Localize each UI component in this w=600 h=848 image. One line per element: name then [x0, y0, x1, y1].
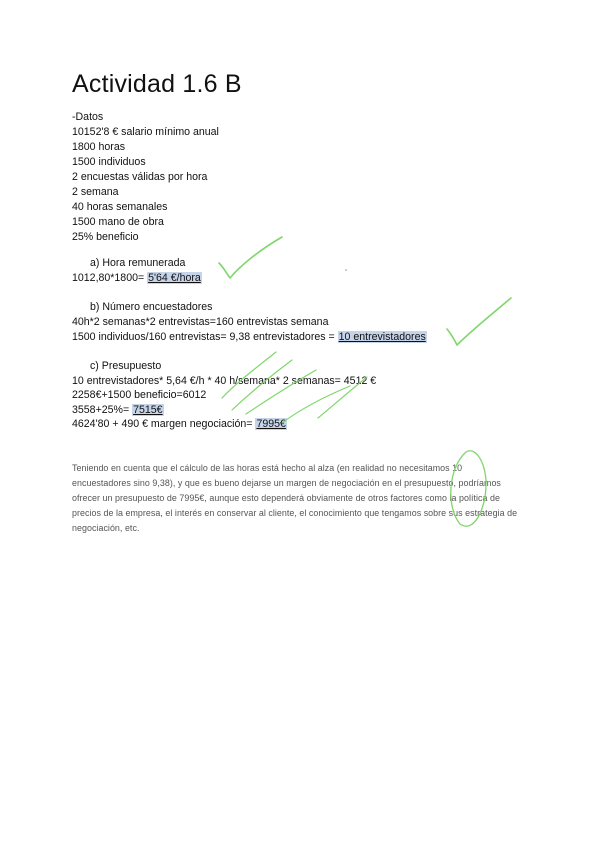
datos-item: 1500 mano de obra [72, 216, 164, 228]
check-mark-icon [447, 298, 511, 345]
datos-item: 1500 individuos [72, 156, 146, 168]
calc-text: 3558+25%= [72, 404, 133, 416]
page-title: Actividad 1.6 B [72, 70, 242, 98]
datos-item: 2 semana [72, 186, 119, 198]
calc-text: 4624'80 + 490 € margen negociación= [72, 418, 256, 430]
check-mark-icon [219, 237, 282, 278]
section-c-line: 10 entrevistadores* 5,64 €/h * 40 h/semana* 2 semanas= 4512 € [72, 375, 377, 387]
calc-text: 1012,80*1800= [72, 272, 148, 284]
stray-dot-icon [345, 269, 347, 271]
highlighted-result: 10 entrevistadores [338, 331, 426, 343]
section-a-calc [72, 271, 202, 286]
highlighted-result: 5'64 €/hora [148, 272, 201, 284]
highlighted-result: 7515€ [133, 404, 163, 416]
section-b-calc [72, 330, 427, 345]
highlighted-result: 7995€ [256, 418, 286, 430]
section-c-calc [72, 403, 164, 418]
datos-item: 1800 horas [72, 141, 126, 153]
section-c-heading: c) Presupuesto [90, 360, 162, 372]
datos-item: 40 horas semanales [72, 201, 168, 213]
datos-item: 25% beneficio [72, 231, 139, 243]
calc-text: 1500 individuos/160 entrevistas= 9,38 entrevistadores = [72, 331, 338, 343]
datos-item: 2 encuestas válidas por hora [72, 171, 208, 183]
section-c-line: 2258€+1500 beneficio=6012 [72, 389, 207, 401]
section-b-line: 40h*2 semanas*2 entrevistas=160 entrevistas semana [72, 316, 329, 328]
section-b-heading: b) Número encuestadores [90, 301, 213, 313]
datos-item: 10152'8 € salario mínimo anual [72, 126, 219, 138]
section-c-calc [72, 417, 287, 432]
conclusion-paragraph: Teniendo en cuenta que el cálculo de las horas está hecho al alza (en realidad no necesitamos 10 encuestadores sino 9,38), y que es bueno dejarse un margen de negociación en el presupuesto, podríamos ofrecer un presupuesto de 7995€, aunque esto dependerá obviamente de otros factores como la política de precios de la empresa, el interés en conservar al cliente, el conocimiento que tengamos sobre sus estrategia de negociación, etc. [72, 463, 518, 533]
datos-heading: -Datos [72, 111, 104, 123]
section-a-heading: a) Hora remunerada [90, 257, 186, 269]
